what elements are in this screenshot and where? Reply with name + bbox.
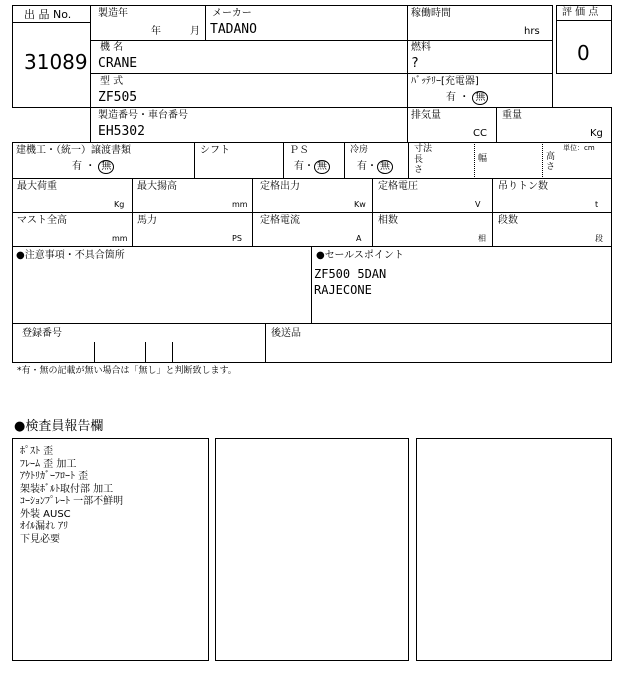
ps-dot: ・ [304, 161, 314, 172]
weight-label: 重量 [502, 110, 522, 121]
dims-unit-note: 単位：cm [563, 144, 595, 152]
spec-col-div3 [372, 178, 373, 247]
dims-div1 [474, 142, 475, 179]
inspector-heading: ●検査員報告欄 [14, 419, 104, 434]
serial-value: EH5302 [98, 124, 145, 139]
horsepower-unit: PS [232, 234, 242, 243]
rating-value: 0 [577, 41, 590, 65]
displacement-label: 排気量 [411, 110, 441, 121]
dims-label: 寸法 [414, 144, 433, 154]
later-box [265, 323, 612, 363]
model-cell [90, 40, 408, 74]
lift-ton-unit: t [595, 200, 599, 209]
cooler-label: 冷房 [350, 145, 369, 155]
ps-choice [294, 160, 330, 174]
max-lift-label: 最大揚高 [137, 181, 177, 192]
cooler-choice [357, 160, 393, 174]
rated-voltage-label: 定格電圧 [378, 181, 418, 192]
lift-ton-label: 吊りトン数 [498, 181, 548, 192]
ps-ari: 有 [294, 161, 304, 172]
reg-slot1 [94, 342, 95, 363]
lot-number: 31089 [24, 50, 88, 74]
serial-label: 製造番号・車台番号 [98, 110, 188, 121]
battery-nashi-circled: 無 [472, 91, 488, 105]
inspector-notes: ﾎﾟｽﾄ 歪 ﾌﾚｰﾑ 歪 加工 ｱｳﾄﾘｶﾞｰﾌﾛｰﾄ 歪 架装ﾎﾞﾙﾄ取付部 加工 ｺｰｼｮﾝﾌﾟﾚｰﾄ 一部不鮮明 外装 AUSC ｵｲﾙ漏れ ｱﾘ 下見必要 [20, 446, 124, 545]
rated-current-label: 定格電流 [260, 215, 300, 226]
notes-label: ●注意事項・不具合箇所 [16, 250, 125, 261]
rating-label: 評 価 点 [562, 7, 599, 18]
dims-length: 長 さ [414, 155, 424, 175]
transfer-ari: 有 [72, 161, 82, 172]
maker-value: TADANO [210, 22, 257, 37]
sales-text: ZF500 5DAN RAJECONE [314, 267, 387, 297]
max-load-unit: Kg [114, 200, 125, 209]
model-value: CRANE [98, 56, 138, 71]
dims-width: 幅 [478, 154, 488, 164]
battery-label: ﾊﾞｯﾃﾘｰ[充電器] [411, 76, 479, 87]
rated-output-unit: Kw [354, 200, 366, 209]
reg-label: 登録番号 [22, 328, 62, 339]
cooler-dot: ・ [367, 161, 377, 172]
battery-dot: ・ [459, 92, 470, 103]
sales-label: ●セールスポイント [316, 250, 404, 261]
inspector-box-3 [416, 438, 612, 661]
spec-col-div1 [132, 178, 133, 247]
year-label: 製造年 [98, 8, 128, 19]
year-nen: 年 [151, 26, 161, 37]
footnote: *有・無の記載が無い場合は「無し」と判断致します。 [17, 366, 237, 376]
transfer-nashi-circled: 無 [98, 160, 114, 174]
type-cell [90, 73, 408, 108]
horsepower-label: 馬力 [137, 215, 157, 226]
stages-unit: 段 [595, 234, 603, 243]
stages-label: 段数 [498, 215, 518, 226]
transfer-dot: ・ [85, 161, 96, 172]
spec-col-div4 [492, 178, 493, 247]
hours-unit: hrs [524, 26, 540, 37]
phase-label: 相数 [378, 215, 398, 226]
maker-label: メーカー [212, 8, 252, 19]
dims-height: 高 さ [546, 152, 556, 172]
fuel-label: 燃料 [411, 42, 431, 53]
rated-output-label: 定格出力 [260, 181, 300, 192]
type-value: ZF505 [98, 90, 138, 105]
rated-voltage-unit: V [475, 200, 481, 209]
spec-col-div2 [252, 178, 253, 247]
battery-choice [446, 91, 488, 105]
inspector-box-2 [215, 438, 409, 661]
displacement-unit: CC [473, 128, 487, 139]
mast-height-label: マスト全高 [17, 215, 67, 226]
model-label: 機 名 [100, 42, 124, 53]
year-tsuki: 月 [190, 26, 200, 37]
mast-height-unit: mm [112, 234, 128, 243]
ps-label: ＰＳ [289, 145, 309, 156]
reg-slot3 [172, 342, 173, 363]
weight-unit: Kg [590, 128, 603, 139]
dims-div2 [542, 142, 543, 179]
hours-label: 稼働時間 [411, 8, 451, 19]
cooler-ari: 有 [357, 161, 367, 172]
max-load-label: 最大荷重 [17, 181, 57, 192]
fuel-value: ? [411, 56, 419, 71]
phase-unit: 相 [478, 234, 486, 243]
rated-current-unit: A [356, 234, 362, 243]
max-lift-unit: mm [232, 200, 248, 209]
shift-label: シフト [200, 145, 230, 156]
spec-row2 [12, 212, 612, 247]
type-label: 型 式 [100, 76, 124, 87]
reg-slot2 [145, 342, 146, 363]
ps-nashi-circled: 無 [314, 160, 330, 174]
battery-ari: 有 [446, 92, 456, 103]
cooler-nashi-circled: 無 [377, 160, 393, 174]
later-label: 後送品 [271, 328, 301, 339]
lot-label: 出 品 No. [24, 8, 72, 21]
transfer-choice [72, 160, 114, 174]
transfer-label: 建機工・（統一）譲渡書類 [16, 145, 131, 156]
